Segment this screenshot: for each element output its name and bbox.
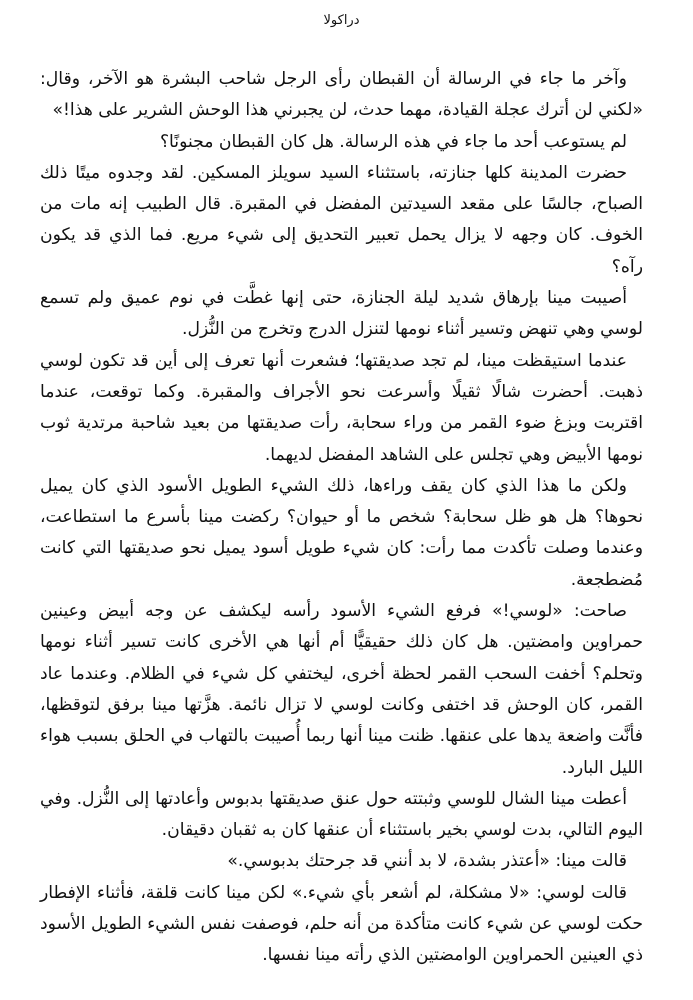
paragraph: حضرت المدينة كلها جنازته، باستثناء السيد سويلز المسكين. لقد وجدوه ميتًا ذلك الصباح، جالسًا على مقعد السيدتين المفضل في المقبرة. قال الطبيب إنه مات من الخوف. كان وجهه لا يزال يحمل تعبير التحديق إلى شيء مريع. فما الذي قد يكون رآه؟ <box>40 162 643 277</box>
paragraph: أصيبت مينا بإرهاق شديد ليلة الجنازة، حتى إنها غطَّت في نوم عميق ولم تسمع لوسي وهي تنهض وتسير أثناء نومها لتنزل الدرج وتخرج من النُّزل. <box>40 288 643 340</box>
paragraph: وآخر ما جاء في الرسالة أن القبطان رأى الرجل شاحب البشرة هو الآخر، وقال: «لكني لن أترك عجلة القيادة، مهما حدث، لن يجبرني هذا الوحش الشرير على هذا!» <box>40 69 643 121</box>
paragraph: عندما استيقظت مينا، لم تجد صديقتها؛ فشعرت أنها تعرف إلى أين قد تكون لوسي ذهبت. أحضرت شالًا ثقيلًا وأسرعت نحو الأجراف والمقبرة. وكما توقعت، عندما اقتربت وبزغ ضوء القمر من وراء سحابة، رأت صديقتها من بعيد شاحبة مرتدية ثوب نومها الأبيض وهي تجلس على الشاهد المفضل لديهما. <box>40 350 643 465</box>
paragraph: ولكن ما هذا الذي كان يقف وراءها، ذلك الشيء الطويل الأسود الذي كان يميل نحوها؟ هل هو ظل سحابة؟ شخص ما أو حيوان؟ ركضت مينا بأسرع ما استطاعت، وعندما وصلت تأكدت مما رأت: كان شيء طويل أسود يميل نحو صديقتها التي كانت مُضطجعة. <box>40 475 643 590</box>
body-text <box>40 64 643 972</box>
paragraph: صاحت: «لوسي!» فرفع الشيء الأسود رأسه ليكشف عن وجه أبيض وعينين حمراوين وامضتين. هل كان ذلك حقيقيًّا أم أنها هي الأخرى كانت تسير أثناء نومها وتحلم؟ أخفت السحب القمر لحظة أخرى، ليختفي كل شيء في الظلام. وعندما عاد القمر، كان الوحش قد اختفى وكانت لوسي لا تزال نائمة. هزَّتها مينا برفق لتوقظها، فأنَّت واضعة يدها على عنقها. ظنت مينا أنها ربما أُصيبت بالتهاب في الحلق بسبب هواء الليل البارد. <box>40 601 643 778</box>
paragraph: لم يستوعب أحد ما جاء في هذه الرسالة. هل كان القبطان مجنونًا؟ <box>159 131 627 152</box>
paragraph: قالت لوسي: «لا مشكلة، لم أشعر بأي شيء.» لكن مينا كانت قلقة، فأثناء الإفطار حكت لوسي عن شيء كانت متأكدة من أنه حلم، فوصفت نفس الشيء الطويل الأسود ذي العينين الحمراوين الوامضتين الذي رأته مينا نفسها. <box>40 882 643 966</box>
running-header: دراكولا <box>323 13 360 28</box>
paragraph: أعطت مينا الشال للوسي وثبتته حول عنق صديقتها بدبوس وأعادتها إلى النُّزل. وفي اليوم التالي، بدت لوسي بخير باستثناء أن عنقها كان به ثقبان دقيقان. <box>40 788 643 841</box>
paragraph: قالت مينا: «أعتذر بشدة، لا بد أنني قد جرحتك بدبوسي.» <box>227 851 627 872</box>
